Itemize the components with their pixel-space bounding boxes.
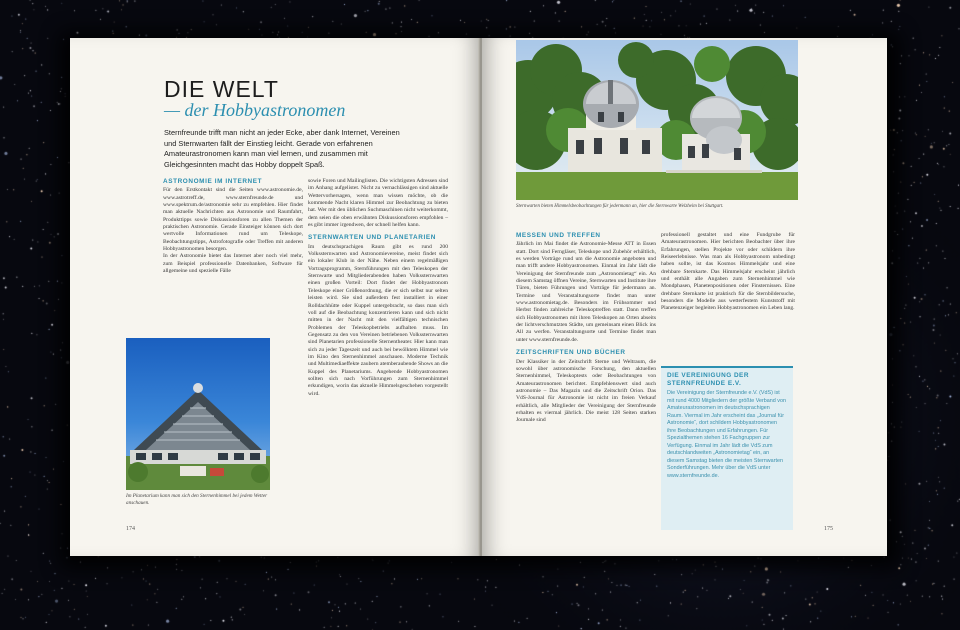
paragraph: sowie Foren und Mailinglisten. Die wichtigsten Adressen sind im Anhang aufgelistet. Nicht zu vernachlässigen sind aktuelle Wettervorhersagen, wenn man wissen möchte, ob die kommende Nacht klaren Himmel zur Beobachtung zu bieten hat. Wer mit den üblichen Suchmaschinen nicht weiterkommt, dem seien die oben erwähnten Diskussionsforen empfohlen – es gibt immer irgendwen, der schnell helfen kann.	[308, 178, 448, 229]
planetarium-caption: Im Planetarium kann man sich den Sternenhimmel bei jedem Wetter anschauen.	[126, 493, 268, 506]
observatory-caption: Sternwarten bieten Himmelsbeobachtungen für jedermann an, hier die Sternwarte Welzheim bei Stuttgart.	[516, 204, 724, 209]
left-column-1	[163, 178, 303, 275]
paragraph: In der Astronomie bietet das Internet aber noch viel mehr, zum Beispiel professionelle Datenbanken, Software für allgemeine und spezielle Fälle	[163, 253, 303, 275]
observatory-illustration	[516, 40, 798, 200]
paragraph: Im deutschsprachigen Raum gibt es rund 200 Volkssternwarten und Astronomievereine, meist findet sich ein lokaler Klub in der Nähe. Neben einem regelmäßigen Vortragsprogramm, Sternführungen mit den Teleskopen der Sternwarte und Mitgliederabenden haben Volkssternwarten einen großen Vorteil: Dort findet der Hobbyastronom Teleskope einer Größenordnung, die er sich selbst nur selten leisten wird. Sie sind außerdem fest installiert in einer Rolldachhütte oder Kuppel untergebracht, so dass man sich voll auf die Beobachtung konzentrieren kann und sich nicht mitten in der Nacht mit den vielfältigen technischen Problemen der Teleskopbetriebs aufhalten muss. Im Gegensatz zu den von Vereinen betriebenen Volkssternwarten sind Planetarien professionelle Sternentheater. Hier kann man sich zu jeder Tageszeit und auch bei bewölktem Himmel wie im Kino den Sternenhimmel anschauen. Moderne Technik und Multimediaeffekte zaubern atemberaubende Shows an die Kuppel des Planetariums. Angehende Hobbyastronomen sollten sich nach Vorführungen zum Sternenhimmel erkundigen, worin das aktuelle Himmelsgeschehen vorgestellt wird.	[308, 243, 448, 397]
section-heading-messen: MESSEN UND TREFFEN	[516, 232, 601, 239]
planetarium-photo	[126, 338, 270, 490]
paragraph: Für den Erstkontakt sind die Seiten www.astronomie.de, www.astrotreff.de, www.sternfreunde.de und www.spektrum.de/astronomie sehr zu empfehlen. Hier findet man aktuelle Nachrichten aus Astronomie und Raumfahrt, Produkttipps sowie Diskussionsforen zu allen Themen der praktischen Astronomie. Gerade Einsteiger können sich dort wertvolle Informationen rund um Teleskope, Beobachtungstipps, Astrofotografie oder Treffen mit anderen Hobbyastronomen besorgen.	[163, 187, 303, 253]
section-heading-sternwarten: STERNWARTEN UND PLANETARIEN	[308, 234, 436, 242]
page-number-left: 174	[126, 526, 135, 532]
page-number-right: 175	[824, 526, 833, 532]
right-column-1	[516, 232, 656, 425]
left-page	[70, 38, 480, 556]
right-column-2	[661, 232, 795, 313]
page-subtitle: — der Hobbyastronomen	[164, 100, 346, 120]
paragraph: Der Klassiker in der Zeitschrift Sterne und Weltraum, die sowohl über astronomische Forschung, den aktuellen Sternenhimmel, Teleskoptests oder Beobachtungen von Amateurastronomen berichtet. Empfehlenswert sind auch astronomie – Das Magazin und die Zeitschrift Orion. Das VdS-Journal für Astronomie ist nicht im freien Verkauf erhältlich, alle Mitglieder der Vereinigung der Sternfreunde erhalten es viermal jährlich. Die meist 128 Seiten starken Journale sind	[516, 358, 656, 424]
right-page	[482, 38, 887, 556]
lead-paragraph: Sternfreunde trifft man nicht an jeder Ecke, aber dank Internet, Vereinen und Sternwarten fällt der Einstieg leicht. Gerade von erfahrenen Amateurastronomen kann man viel lernen, und zusammen mit Gleichgesinnten macht das Hobby doppelt Spaß.	[164, 128, 400, 169]
paragraph: Jährlich im Mai findet die Astronomie-Messe ATT in Essen statt. Dort sind Ferngläser, Teleskope und Zubehör erhältlich, es werden Vorträge rund um die Astronomie angeboten und man trifft andere Hobbyastronomen. Einmal im Jahr lädt die Vereinigung der Sternfreunde zum „Astronomietag“ ein. An diesem Samstag öffnen Vereine, Sternwarten und Institute ihre Türen, bieten Führungen und Vorträge für jedermann an. Termine und Veranstaltungsorte findet man unter www.astronomietag.de. Besonders im Frühsommer und Herbst finden zahlreiche Teleskoptreffen statt. Dann treffen sich Hobbyastronomen mit ihren Teleskopen an Orten abseits der lichtverschmutzten Städte, um gemeinsam einen Blick ins All zu werfen. Veranstaltungsorte und Termine findet man unter www.sternfreunde.de.	[516, 241, 656, 343]
section-heading-zeitschriften: ZEITSCHRIFTEN UND BÜCHER	[516, 349, 626, 357]
left-column-2	[308, 178, 448, 398]
observatory-photo	[516, 40, 798, 200]
page-title: DIE WELT	[164, 76, 279, 102]
section-heading-internet: ASTRONOMIE IM INTERNET	[163, 178, 263, 185]
info-box-heading: DIE VEREINIGUNG DER STERNFREUNDE E.V.	[667, 372, 749, 387]
paragraph: professionell gestaltet und eine Fundgrube für Amateurastronomen. Hier berichten Beobachter über ihre Erfahrungen, stellen Projekte vor oder schildern ihre Reiseerlebnisse. Was man als Hobbyastronom unbedingt haben sollte, ist das Kosmos Himmelsjahr und eine drehbare Sternkarte. Das Himmelsjahr erscheint jährlich und enthält alle Angaben zum Sternenhimmel wie Mondphasen, Planetenpositionen oder Finsternissen. Eine drehbare Sternkarte ist praktisch für die Sternbildersuche, besonders die Modelle aus wetterfestem Kunststoff mit Planetenzeiger begleiten Hobbyastronomen ein Leben lang.	[661, 232, 795, 312]
info-box-text: Die Vereinigung der Sternfreunde e.V. (VdS) ist mit rund 4000 Mitgliedern der größte Verband von Amateurastronomen im deutschsprachigen Raum. Viermal im Jahr erscheint das „Journal für Astronomie“, dort schildern Hobbyastronomen ihre Beobachtungen und Erfahrungen. Für Spezialthemen stehen 16 Fachgruppen zur Verfügung. Einmal im Jahr lädt die VdS zum deutschlandweiten „Astronomietag“ ein, an diesem Samstag bieten die meisten Sternwarten Sonderführungen. Mehr über die VdS unter www.sternfreunde.de.	[667, 390, 786, 479]
planetarium-illustration	[126, 338, 270, 490]
info-box-vds	[661, 366, 793, 530]
